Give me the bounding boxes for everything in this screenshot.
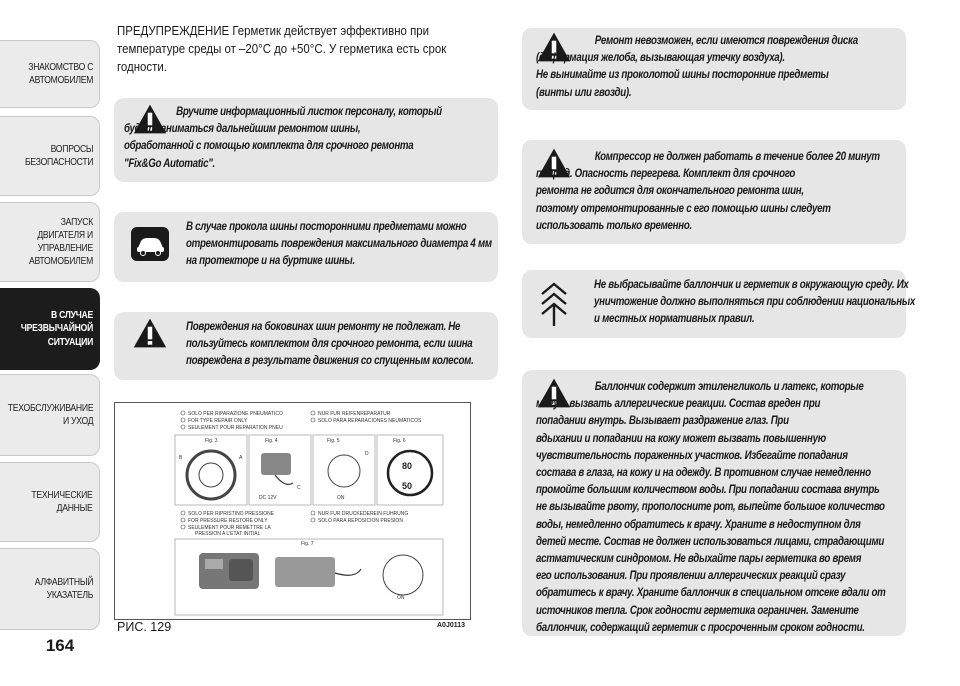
fig-label: SOLO PER RIPARAZIONE PNEUMATICO [188,411,283,417]
svg-text:Fig. 6: Fig. 6 [393,438,406,444]
note-text: В случае прокола шины посторонними предметами можно отремонтировать повреждения максимального диаметра 4 мм на протекторе и на буртике шины. [186,220,492,268]
environment-tree-icon [538,278,570,328]
svg-text:A: A [239,455,243,461]
svg-text:ON: ON [397,595,405,601]
note-box [114,212,498,282]
intro-paragraph [117,22,497,76]
svg-text:SOLO PER RIPRISTINO PRESSIONE: SOLO PER RIPRISTINO PRESSIONE [188,511,275,517]
fig-panel-3 [175,435,247,505]
tab-label: ТЕХОБСЛУЖИВАНИЕ И УХОД [7,401,93,427]
page-number: 164 [45,636,75,655]
svg-text:C: C [297,485,301,491]
svg-text:Fig. 7: Fig. 7 [301,541,314,547]
warning-box [114,312,498,380]
fig-label: FOR TYPE REPAIR ONLY [188,418,248,424]
svg-text:PRESSION A L'ETAT INITIAL: PRESSION A L'ETAT INITIAL [195,531,261,537]
svg-text:B: B [179,455,183,461]
warning-box [522,28,906,110]
fig-panel-6 [377,435,443,505]
svg-text:DC 12V: DC 12V [259,495,277,501]
tab-maintenance[interactable] [0,374,100,456]
tab-starting-driving[interactable] [0,202,100,282]
figure-caption: РИС. 129 [117,620,172,634]
label-block-repair [181,411,422,431]
fig-label: SOLO PARA REPARACIONES NEUMATICOS [318,418,422,424]
tab-introduction[interactable] [0,40,100,108]
car-icon [130,226,170,262]
intro-text: ПРЕДУПРЕЖДЕНИЕ Герметик действует эффективно при температуре среды от –20°C до +50°C. У герметика есть срок годности. [117,23,447,74]
fig-label: NUR FUR REIFENREPARATUR [318,411,391,417]
svg-text:Fig. 5: Fig. 5 [327,438,340,444]
tab-technical-data[interactable] [0,462,100,542]
tab-label: ЗАПУСК ДВИГАТЕЛЯ И УПРАВЛЕНИЕ АВТОМОБИЛЕМ [28,215,93,268]
svg-text:80: 80 [402,461,413,471]
svg-text:ON: ON [337,495,345,501]
tab-emergency[interactable] [0,288,100,370]
warning-box [114,98,498,182]
svg-text:SOLO PARA REPOSICION PRESION: SOLO PARA REPOSICION PRESION [318,518,403,524]
fig-panel-7 [175,539,443,615]
warning-text: Повреждения на боковинах шин ремонту не подлежат. Не пользуйтесь комплектом для срочного ремонта, если шина повреждена в результате движения со спущенным колесом. [186,320,474,368]
warning-triangle-icon [132,316,168,350]
fig-panel-5 [313,435,375,505]
fig-label: SEULEMENT POUR REPARATION PNEU [188,425,283,431]
warning-text: Компрессор не должен работать в течение более 20 минут подряд. Опасность перегрева. Комплект для срочного ремонта не годится для окончательного ремонта шин, поэтому отремонтированные с его помощью шины следует использовать только временно. [536,150,880,232]
warning-text: Ремонт невозможен, если имеются повреждения диска (деформация желоба, вызывающая утечку воздуха). Не вынимайте из проколотой шины посторонние предметы (винты или гвозди). [536,34,858,99]
warning-text: Баллончик содержит этиленгликоль и латекс, которые могут вызвать аллергические реакции. Состав вреден при попадании внутрь. Вызывает раздражение глаз. При вдыхании и попадании на кожу может вызвать повышенную чувствительность пораженных участков. Избегайте попадания состава в глаза, на кожу и на одежду. В противном случае немедленно промойте большим количеством воды. При попадании состава внутрь не вызывайте рвоту, прополосните рот, выпейте большое количество воды, немедленно обратитесь к врачу. Храните в недоступном для детей месте. Состав не должен использоваться лицами, страдающими астматическим синдромом. Не вдыхайте пары герметика во время его использования. При проявлении аллергических реакций сразу обратитесь к врачу. Храните баллончик в специальном отсеке вдали от источников тепла. Срок годности герметика ограничен. Замените баллончик, содержащий герметик с просроченным сроком годности. [536,380,886,634]
tab-label: АЛФАВИТНЫЙ УКАЗАТЕЛЬ [34,575,93,601]
figure-illustration [115,403,470,619]
tab-index[interactable] [0,548,100,630]
tab-label: ТЕХНИЧЕСКИЕ ДАННЫЕ [31,488,93,514]
tab-safety[interactable] [0,116,100,196]
fig-panel-4 [249,435,311,505]
environment-text: Не выбрасывайте баллончик и герметик в окружающую среду. Их уничтожение должно выполняться при соблюдении национальных и местных нормативных правил. [594,278,916,326]
svg-text:Fig. 4: Fig. 4 [265,438,278,444]
warning-box [522,140,906,244]
tab-label: В СЛУЧАЕ ЧРЕЗВЫЧАЙНОЙ СИТУАЦИИ [20,309,93,348]
warning-text: Вручите информационный листок персоналу, который будет заниматься дальнейшим ремонтом шины, обработанной с помощью комплекта для срочного ремонта "Fix&Go Automatic". [124,105,442,170]
svg-text:FOR PRESSURE RESTORE ONLY: FOR PRESSURE RESTORE ONLY [188,518,268,524]
tab-label: ВОПРОСЫ БЕЗОПАСНОСТИ [24,142,93,168]
figure-code: A0J0113 [437,622,466,629]
label-block-pressure [181,511,408,537]
environment-box [522,270,916,338]
svg-text:Fig. 3: Fig. 3 [205,438,218,444]
svg-text:SEULEMENT POUR REMETTRE LA: SEULEMENT POUR REMETTRE LA [188,525,271,531]
svg-text:NUR FUR DRUCKEDEREIN FUHRUNG: NUR FUR DRUCKEDEREIN FUHRUNG [318,511,409,517]
svg-text:50: 50 [402,481,413,491]
figure-sealant-kit [114,402,471,620]
svg-text:D: D [365,451,369,457]
tab-label: ЗНАКОМСТВО С АВТОМОБИЛЕМ [28,60,93,86]
warning-box [522,370,906,636]
